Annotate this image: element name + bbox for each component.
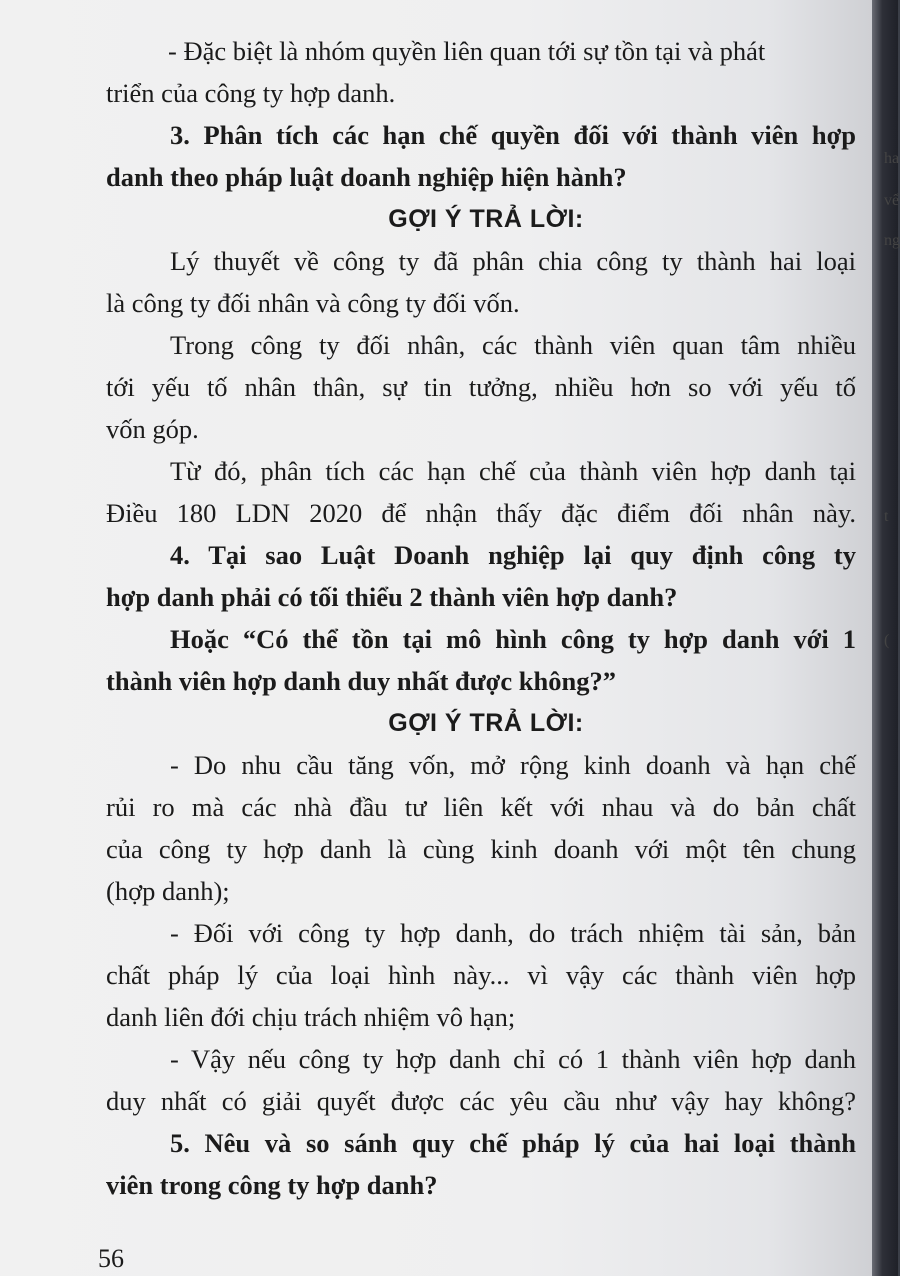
text-line: Lý thuyết về công ty đã phân chia công ty thành hai loại: [170, 246, 856, 276]
text-line: - Do nhu cầu tăng vốn, mở rộng kinh doanh và hạn chế: [170, 750, 856, 780]
text-line: chất pháp lý của loại hình này... vì vậy các thành viên hợp: [106, 960, 856, 990]
side-fragment: ha: [884, 150, 900, 167]
text-line: Trong công ty đối nhân, các thành viên quan tâm nhiều: [170, 330, 856, 360]
text-line: tới yếu tố nhân thân, sự tin tưởng, nhiều hơn so với yếu tố: [106, 372, 856, 402]
text-line: là công ty đối nhân và công ty đối vốn.: [106, 288, 520, 318]
text-line: Điều 180 LDN 2020 để nhận thấy đặc điểm đối nhân này.: [106, 498, 856, 528]
text-line: - Vậy nếu công ty hợp danh chỉ có 1 thành viên hợp danh: [170, 1044, 856, 1074]
side-fragment: ng: [884, 232, 900, 249]
text-line: - Đặc biệt là nhóm quyền liên quan tới sự tồn tại và phát: [168, 36, 766, 66]
question-3-title: 3. Phân tích các hạn chế quyền đối với thành viên hợp: [170, 120, 856, 150]
text-line: duy nhất có giải quyết được các yêu cầu như vậy hay không?: [106, 1086, 856, 1116]
side-fragment: vể: [884, 192, 900, 209]
question-4-title: 4. Tại sao Luật Doanh nghiệp lại quy định công ty: [170, 540, 856, 570]
question-5-title-cont: viên trong công ty hợp danh?: [106, 1170, 438, 1200]
answer-hint-heading: GỢI Ý TRẢ LỜI:: [388, 205, 584, 233]
text-line: Từ đó, phân tích các hạn chế của thành viên hợp danh tại: [170, 456, 856, 486]
question-5-title: 5. Nêu và so sánh quy chế pháp lý của hai loại thành: [170, 1128, 856, 1158]
text-line: (hợp danh);: [106, 876, 230, 906]
text-line: của công ty hợp danh là cùng kinh doanh với một tên chung: [106, 834, 856, 864]
question-4-title-cont: hợp danh phải có tối thiểu 2 thành viên hợp danh?: [106, 582, 678, 612]
side-fragment: t: [884, 508, 889, 525]
side-fragment: (: [884, 632, 890, 649]
text-line: rủi ro mà các nhà đầu tư liên kết với nhau và do bản chất: [106, 792, 856, 822]
question-4-alt: Hoặc “Có thể tồn tại mô hình công ty hợp danh với 1: [170, 624, 856, 654]
page-number: 56: [98, 1244, 124, 1273]
text-line: vốn góp.: [106, 414, 199, 444]
answer-hint-heading: GỢI Ý TRẢ LỜI:: [388, 709, 584, 737]
text-line: - Đối với công ty hợp danh, do trách nhiệm tài sản, bản: [170, 918, 856, 948]
text-line: triển của công ty hợp danh.: [106, 78, 396, 108]
text-line: danh liên đới chịu trách nhiệm vô hạn;: [106, 1002, 516, 1032]
question-4-alt-cont: thành viên hợp danh duy nhất được không?”: [106, 666, 616, 696]
question-3-title-cont: danh theo pháp luật doanh nghiệp hiện hành?: [106, 162, 627, 192]
page-body: [106, 30, 856, 1206]
